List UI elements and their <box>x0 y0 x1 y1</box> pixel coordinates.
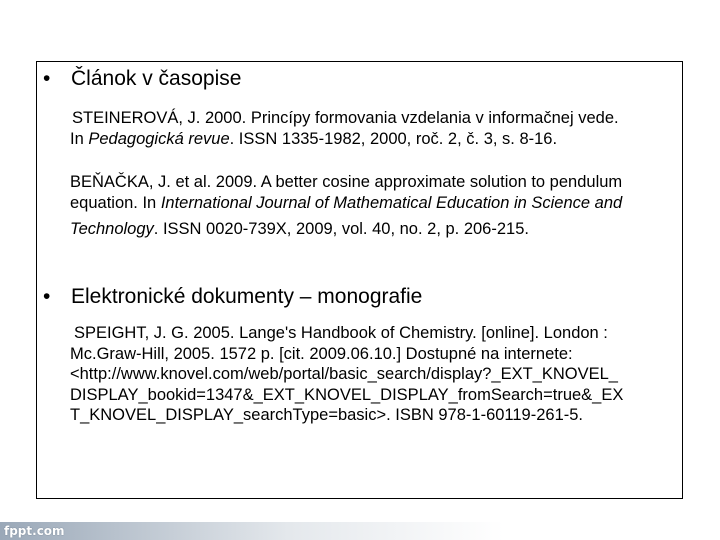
journal-title-cont: Technology <box>70 220 154 238</box>
ref-line: T_KNOVEL_DISPLAY_searchType=basic>. ISBN 978-1-60119-261-5. <box>70 406 584 424</box>
journal-title: International Journal of Mathematical Education in Science and <box>160 193 623 212</box>
ref-line: . ISSN 0020-739X, 2009, vol. 40, no. 2, p. 206-215. <box>153 220 529 238</box>
heading-text: Elektronické dokumenty – monografie <box>71 285 423 308</box>
ref-line: STEINEROVÁ, J. 2000. Princípy formovania vzdelania v informačnej vede. <box>72 109 619 127</box>
ref-line: . ISSN 1335-1982, 2000, roč. 2, č. 3, s. 8-16. <box>229 129 558 148</box>
bullet: • <box>43 67 51 90</box>
ref-line: <http://www.knovel.com/web/portal/basic_search/display?_EXT_KNOVEL_ <box>70 365 618 383</box>
ref-line: In <box>70 129 89 148</box>
journal-title: Pedagogická revue <box>88 129 230 148</box>
ref-line: BEŇAČKA, J. et al. 2009. A better cosine approximate solution to pendulum <box>70 173 623 191</box>
footer-logo: fppt.com <box>4 524 65 538</box>
ref-line: DISPLAY_bookid=1347&_EXT_KNOVEL_DISPLAY_fromSearch=true&_EX <box>70 385 624 404</box>
heading-text: Článok v časopise <box>71 67 242 90</box>
section-heading-electronic-documents <box>43 285 422 309</box>
reference-benacka <box>70 172 676 240</box>
ref-line: equation. In <box>70 193 161 212</box>
bullet: • <box>43 285 51 308</box>
ref-line: Mc.Graw-Hill, 2005. 1572 p. [cit. 2009.06.10.] Dostupné na internete: <box>70 344 573 363</box>
reference-speight <box>70 323 676 426</box>
footer-bar <box>0 522 720 540</box>
section-heading-journal-article <box>43 67 241 91</box>
ref-line: SPEIGHT, J. G. 2005. Lange's Handbook of Chemistry. [online]. London : <box>74 324 608 342</box>
reference-steinerova <box>70 108 676 149</box>
